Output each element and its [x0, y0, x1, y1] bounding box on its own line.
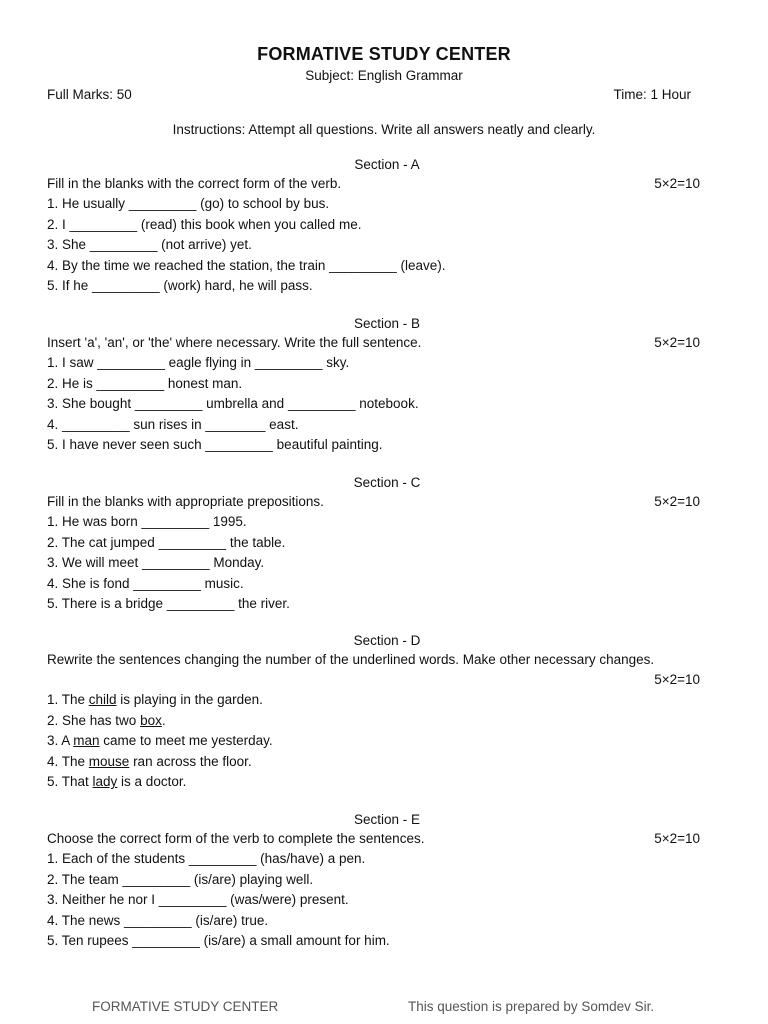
subject-line: Subject: English Grammar	[305, 68, 463, 83]
time-allowed: Time: 1 Hour	[613, 87, 691, 102]
section-e	[47, 811, 727, 952]
section-instruction: Fill in the blanks with appropriate prepositions.	[47, 494, 324, 509]
question-item: 1. He was born _________ 1995.	[47, 514, 247, 529]
question-item: 4. The mouse ran across the floor.	[47, 753, 252, 769]
section-heading: Section - B	[353, 316, 421, 331]
question-item: 3. A man came to meet me yesterday.	[47, 733, 273, 748]
section-instruction: Fill in the blanks with the correct form of the verb.	[47, 176, 342, 191]
section-instruction: Insert 'a', 'an', or 'the' where necessary. Write the full sentence.	[47, 335, 422, 350]
question-item: 5. That lady is a doctor.	[47, 774, 187, 789]
question-item: 3. Neither he nor I _________ (was/were) present.	[47, 892, 349, 907]
underlined-word: mouse	[88, 753, 130, 769]
question-item: 3. She bought _________ umbrella and _________ notebook.	[47, 396, 419, 411]
question-item: 1. Each of the students _________ (has/have) a pen.	[47, 851, 366, 866]
question-item: 2. The team _________ (is/are) playing well.	[47, 871, 314, 887]
page-title: FORMATIVE STUDY CENTER	[257, 44, 511, 64]
question-item: 1. The child is playing in the garden.	[47, 692, 263, 707]
question-item: 5. If he _________ (work) hard, he will pass.	[47, 278, 313, 293]
footer-center-name: FORMATIVE STUDY CENTER	[92, 999, 279, 1014]
question-item: 3. She _________ (not arrive) yet.	[47, 237, 252, 252]
question-item: 3. We will meet _________ Monday.	[47, 555, 265, 570]
section-marks: 5×2=10	[654, 335, 700, 350]
section-d	[47, 632, 737, 793]
question-item: 5. There is a bridge _________ the river.	[47, 596, 290, 611]
section-c	[47, 474, 727, 615]
section-marks: 5×2=10	[654, 494, 700, 509]
section-heading: Section - E	[353, 812, 421, 827]
question-item: 2. He is _________ honest man.	[47, 375, 243, 391]
question-item: 4. The news _________ (is/are) true.	[47, 912, 269, 928]
full-marks: Full Marks: 50	[47, 87, 132, 102]
section-marks: 5×2=10	[654, 176, 700, 191]
section-heading: Section - C	[353, 475, 421, 490]
underlined-word: box	[140, 712, 162, 728]
footer-credit: This question is prepared by Somdev Sir.	[408, 999, 655, 1014]
question-item: 4. By the time we reached the station, the train _________ (leave).	[47, 257, 446, 273]
question-item: 4. She is fond _________ music.	[47, 575, 244, 591]
section-heading: Section - A	[354, 157, 420, 172]
section-instruction: Choose the correct form of the verb to complete the sentences.	[47, 831, 425, 846]
question-item: 2. She has two box.	[47, 712, 166, 728]
instructions: Instructions: Attempt all questions. Write all answers neatly and clearly.	[172, 122, 596, 137]
question-item: 1. I saw _________ eagle flying in _________ sky.	[47, 355, 350, 370]
section-a	[47, 156, 727, 297]
section-marks: 5×2=10	[654, 672, 700, 687]
underlined-word: man	[73, 733, 100, 748]
section-heading: Section - D	[353, 633, 421, 648]
question-item: 1. He usually _________ (go) to school by bus.	[47, 196, 330, 211]
section-marks: 5×2=10	[654, 831, 700, 846]
question-item: 2. The cat jumped _________ the table.	[47, 534, 286, 550]
question-item: 2. I _________ (read) this book when you called me.	[47, 216, 362, 232]
question-item: 5. Ten rupees _________ (is/are) a small amount for him.	[47, 933, 390, 948]
underlined-word: lady	[92, 774, 118, 789]
underlined-word: child	[88, 692, 117, 707]
section-instruction: Rewrite the sentences changing the number of the underlined words. Make other necessary changes.	[47, 652, 655, 667]
section-b	[47, 315, 727, 456]
question-item: 4. _________ sun rises in ________ east.	[47, 416, 299, 432]
question-item: 5. I have never seen such _________ beautiful painting.	[47, 437, 383, 452]
